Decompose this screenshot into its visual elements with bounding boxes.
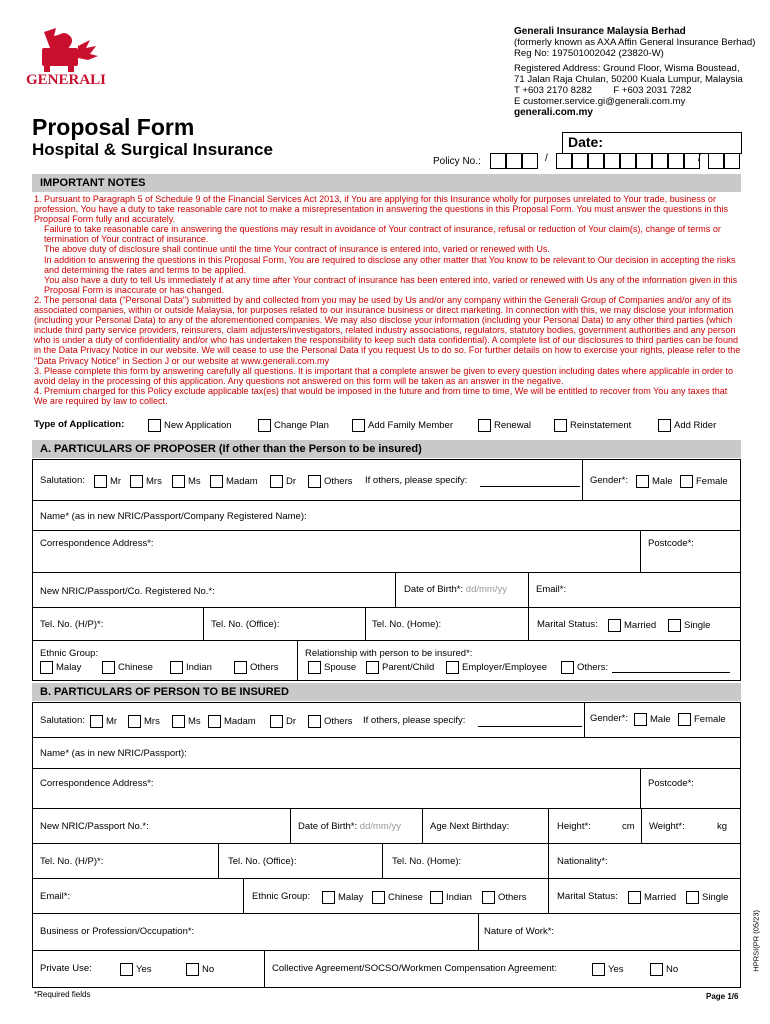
row-divider	[32, 878, 741, 879]
b-sal-madam[interactable]	[208, 715, 256, 728]
checkbox[interactable]	[148, 419, 161, 432]
company-name: Generali Insurance Malaysia Berhad	[514, 26, 686, 37]
a-rel-others-field[interactable]	[612, 672, 730, 673]
checkbox[interactable]	[686, 891, 699, 904]
option-label: Yes	[608, 964, 624, 976]
a-tel-hp-label: Tel. No. (H/P)*:	[40, 619, 104, 630]
col-divider	[478, 913, 479, 950]
section-b-form	[32, 702, 741, 988]
row-divider	[32, 737, 741, 738]
policy-slash: /	[698, 153, 701, 164]
b-tel-office-label: Tel. No. (Office):	[228, 856, 297, 867]
option-label: Employer/Employee	[462, 662, 548, 674]
checkbox[interactable]	[561, 661, 574, 674]
col-divider	[548, 878, 549, 913]
option-label: Dr	[286, 476, 297, 488]
checkbox[interactable]	[446, 661, 459, 674]
section-b-heading	[32, 683, 741, 701]
section-a-heading	[32, 440, 741, 458]
col-divider	[290, 808, 291, 843]
checkbox[interactable]	[90, 715, 103, 728]
option-label: Indian	[186, 662, 212, 674]
important-notes-heading	[32, 174, 741, 192]
a-ethnic-others[interactable]	[234, 661, 279, 674]
b-private-use-label: Private Use:	[40, 963, 92, 974]
checkbox[interactable]	[668, 619, 681, 632]
b-salutation-label: Salutation:	[40, 715, 85, 726]
form-subtitle: Hospital & Surgical Insurance	[32, 140, 273, 159]
b-gender-label: Gender*:	[590, 713, 629, 724]
b-address-label: Correspondence Address*:	[40, 778, 154, 789]
b-dob-label	[298, 821, 401, 832]
option-label: Others	[250, 662, 279, 674]
option-label: Yes	[136, 964, 152, 976]
row-divider	[32, 768, 741, 769]
a-sal-others[interactable]	[308, 475, 353, 488]
website: generali.com.my	[514, 107, 593, 119]
col-divider	[203, 607, 204, 640]
option-label: Male	[652, 476, 673, 488]
row-divider	[32, 640, 741, 641]
a-ethnic-malay[interactable]	[40, 661, 81, 674]
app-option-label: Reinstatement	[570, 420, 632, 432]
row-divider	[32, 500, 741, 501]
col-divider	[218, 843, 219, 878]
col-divider	[582, 459, 583, 500]
row-divider	[32, 950, 741, 951]
option-label: No	[666, 964, 679, 976]
note-item: Failure to take reasonable care in answering the questions may result in avoidance of Your contract of insurance, refusal or reduction of Your claim(s), change of terms or termination of Your contract of insurance.	[44, 224, 721, 245]
option-label: Dr	[286, 716, 297, 728]
checkbox[interactable]	[120, 963, 133, 976]
row-divider	[32, 530, 741, 531]
app-option-label: Renewal	[494, 420, 531, 432]
option-label: Single	[684, 620, 711, 632]
option-label: Single	[702, 892, 729, 904]
option-label: Parent/Child	[382, 662, 435, 674]
checkbox[interactable]	[270, 715, 283, 728]
a-ethnic-chinese[interactable]	[102, 661, 153, 674]
a-ethnic-label: Ethnic Group:	[40, 648, 99, 659]
note-item: The above duty of disclosure shall continue until the time Your contract of insurance is entered into, varied or renewed with Us.	[44, 244, 550, 255]
option-label: Others	[324, 716, 353, 728]
a-dob-label	[404, 584, 507, 595]
a-email-label: Email*:	[536, 584, 567, 595]
a-gender-label: Gender*:	[590, 475, 629, 486]
col-divider	[264, 950, 265, 988]
checkbox[interactable]	[130, 475, 143, 488]
b-ethnic-indian[interactable]	[430, 891, 472, 904]
a-marital-married[interactable]	[608, 619, 656, 632]
b-ethnic-others[interactable]	[482, 891, 527, 904]
checkbox[interactable]	[366, 661, 379, 674]
b-email-label: Email*:	[40, 891, 71, 902]
policy-box[interactable]	[620, 153, 636, 169]
checkbox[interactable]	[234, 661, 247, 674]
important-notes-title: IMPORTANT NOTES	[40, 177, 146, 189]
checkbox[interactable]	[170, 661, 183, 674]
checkbox[interactable]	[628, 891, 641, 904]
a-gender-male[interactable]	[636, 475, 673, 488]
dob-placeholder: dd/mm/yy	[465, 584, 507, 595]
option-label: Others:	[577, 662, 609, 674]
checkbox[interactable]	[592, 963, 605, 976]
checkbox[interactable]	[172, 475, 185, 488]
row-divider	[32, 913, 741, 914]
option-label: No	[202, 964, 215, 976]
b-height-label: Height*:	[557, 821, 591, 832]
b-age-label: Age Next Birthday:	[430, 821, 510, 832]
note-item: 4. Premium charged for this Policy exclude applicable tax(es) that would be imposed in the future and from time to time, We will be entitled to recover from You any taxes that We are required by law to collect.	[34, 385, 728, 406]
b-sal-others[interactable]	[308, 715, 353, 728]
b-collective-label: Collective Agreement/SOCSO/Workmen Compensation Agreement:	[272, 963, 557, 974]
col-divider	[395, 572, 396, 607]
page-number: Page 1/6	[706, 992, 739, 1001]
required-note: *Required fields	[34, 990, 91, 999]
date-label: Date:	[568, 134, 604, 150]
col-divider	[528, 607, 529, 640]
checkbox[interactable]	[650, 963, 663, 976]
policy-box[interactable]	[506, 153, 522, 169]
col-divider	[548, 843, 549, 878]
b-nric-label: New NRIC/Passport No.*:	[40, 821, 149, 832]
b-if-others-field[interactable]	[478, 726, 582, 727]
b-marital-married[interactable]	[628, 891, 676, 904]
checkbox[interactable]	[482, 891, 495, 904]
a-gender-female[interactable]	[680, 475, 728, 488]
checkbox[interactable]	[308, 475, 321, 488]
checkbox[interactable]	[430, 891, 443, 904]
b-sal-mrs[interactable]	[128, 715, 160, 728]
checkbox[interactable]	[608, 619, 621, 632]
b-cm-unit: cm	[622, 821, 635, 832]
option-label: Others	[324, 476, 353, 488]
policy-box[interactable]	[708, 153, 724, 169]
col-divider	[528, 572, 529, 607]
b-postcode-label: Postcode*:	[648, 778, 694, 789]
col-divider	[243, 878, 244, 913]
b-name-label: Name* (as in new NRIC/Passport):	[40, 748, 187, 759]
section-b-title: B. PARTICULARS OF PERSON TO BE INSURED	[40, 686, 289, 698]
option-label: Ms	[188, 716, 201, 728]
option-label: Malay	[56, 662, 82, 674]
b-marital-single[interactable]	[686, 891, 728, 904]
b-weight-label: Weight*:	[649, 821, 685, 832]
note-item: 2. The personal data ("Personal Data") submitted by and collected from you may be used by Us and/or any company within the Generali Group of Companies and/or any of its associated companies, within or outside Malaysia, for purposes related to our insurance business or direct marketing. In connection with this, we may disclose your information (including your Personal Data) to any of the aforementioned companies. We may also disclose your information (including your Personal Data) to any other third parties (which include third party service providers, reinsurers, claim adjusters/investigators, related industry associations, regulators, statutory bodies, government authorities and any person who is under a duty of confidentiality and/or who has undertaken the responsibility to keep such data confidential). A complete list of our disclosures to third parties can be found in the Data Privacy Notice in our website. We will cease to use the Personal Data if you request Us to do so. For further details on how to exercise your rights, please refer to the "Data Privacy Notice" in Section J or our website at www.generali.com.my	[34, 294, 741, 366]
b-private-no[interactable]	[186, 963, 214, 976]
policy-box[interactable]	[588, 153, 604, 169]
option-label: Malay	[338, 892, 364, 904]
dob-text: Date of Birth*:	[298, 821, 358, 832]
a-name-label: Name* (as in new NRIC/Passport/Company Registered Name):	[40, 511, 307, 522]
b-gender-male[interactable]	[634, 713, 671, 726]
row-divider	[32, 843, 741, 844]
a-tel-home-label: Tel. No. (Home):	[372, 619, 442, 630]
option-label: Married	[644, 892, 677, 904]
a-if-others-label: If others, please specify:	[365, 475, 468, 486]
checkbox[interactable]	[186, 963, 199, 976]
checkbox[interactable]	[102, 661, 115, 674]
email-contact: E customer.service.gi@generali.com.my	[514, 96, 686, 108]
b-nature-label: Nature of Work*:	[484, 926, 555, 937]
col-divider	[382, 843, 383, 878]
a-rel-others[interactable]	[561, 661, 608, 674]
policy-box[interactable]	[724, 153, 740, 169]
row-divider	[32, 607, 741, 608]
a-rel-spouse[interactable]	[308, 661, 356, 674]
a-marital-label: Marital Status:	[537, 619, 598, 630]
checkbox[interactable]	[270, 475, 283, 488]
checkbox[interactable]	[94, 475, 107, 488]
checkbox[interactable]	[352, 419, 365, 432]
policy-box[interactable]	[604, 153, 620, 169]
checkbox[interactable]	[372, 891, 385, 904]
a-nric-label: New NRIC/Passport/Co. Registered No.*:	[40, 586, 215, 597]
policy-box[interactable]	[522, 153, 538, 169]
checkbox[interactable]	[308, 661, 321, 674]
option-label: Madam	[224, 716, 256, 728]
option-label: Chinese	[388, 892, 423, 904]
a-salutation-label: Salutation:	[40, 475, 85, 486]
b-kg-unit: kg	[717, 821, 728, 832]
application-type-label: Type of Application:	[34, 419, 125, 430]
col-divider	[640, 530, 641, 572]
option-label: Female	[694, 714, 726, 726]
b-collective-yes[interactable]	[592, 963, 624, 976]
reg-no: Reg No: 197501002042 (23820-W)	[514, 48, 664, 60]
b-tel-home-label: Tel. No. (Home):	[392, 856, 462, 867]
a-tel-office-label: Tel. No. (Office):	[211, 619, 280, 630]
app-renewal[interactable]	[478, 419, 531, 432]
b-sal-dr[interactable]	[270, 715, 296, 728]
a-sal-dr[interactable]	[270, 475, 296, 488]
option-label: Madam	[226, 476, 258, 488]
a-if-others-field[interactable]	[480, 486, 580, 487]
checkbox[interactable]	[172, 715, 185, 728]
checkbox[interactable]	[554, 419, 567, 432]
col-divider	[641, 808, 642, 843]
a-sal-mr[interactable]	[94, 475, 121, 488]
a-sal-ms[interactable]	[172, 475, 201, 488]
option-label: Female	[696, 476, 728, 488]
checkbox[interactable]	[40, 661, 53, 674]
option-label: Mr	[110, 476, 122, 488]
checkbox[interactable]	[128, 715, 141, 728]
col-divider	[548, 808, 549, 843]
option-label: Mrs	[146, 476, 162, 488]
b-ethnic-malay[interactable]	[322, 891, 363, 904]
b-sal-ms[interactable]	[172, 715, 201, 728]
b-gender-female[interactable]	[678, 713, 726, 726]
a-rel-parent-child[interactable]	[366, 661, 434, 674]
app-option-label: Add Rider	[674, 420, 717, 432]
b-marital-label: Marital Status:	[557, 891, 618, 902]
b-collective-no[interactable]	[650, 963, 678, 976]
b-sal-mr[interactable]	[90, 715, 117, 728]
b-if-others-label: If others, please specify:	[363, 715, 466, 726]
col-divider	[640, 768, 641, 808]
col-divider	[422, 808, 423, 843]
phone: T +603 2170 8282	[514, 85, 592, 97]
b-business-label: Business or Profession/Occupation*:	[40, 926, 195, 937]
row-divider	[32, 808, 741, 809]
app-option-label: Add Family Member	[368, 420, 453, 432]
policy-box[interactable]	[572, 153, 588, 169]
b-nationality-label: Nationality*:	[557, 856, 608, 867]
a-sal-madam[interactable]	[210, 475, 258, 488]
checkbox[interactable]	[634, 713, 647, 726]
policy-slash: /	[545, 153, 548, 164]
b-ethnic-label: Ethnic Group:	[252, 891, 311, 902]
generali-logo	[24, 26, 114, 90]
app-option-label: Change Plan	[274, 420, 329, 432]
dob-placeholder: dd/mm/yy	[359, 821, 401, 832]
app-new[interactable]	[148, 419, 232, 432]
checkbox[interactable]	[208, 715, 221, 728]
note-item: 3. Please complete this form by answering carefully all questions. It is important that a complete answer be given to every question including dates where applicable in order to avoid delay in the processing of this application. Any questions not answered on this form will be taken as an answer in the negative.	[34, 365, 733, 386]
section-a-title: A. PARTICULARS OF PROPOSER (If other than the Person to be insured)	[40, 443, 422, 455]
policy-box[interactable]	[490, 153, 506, 169]
important-notes	[34, 194, 742, 406]
a-address-label: Correspondence Address*:	[40, 538, 154, 549]
option-label: Mrs	[144, 716, 160, 728]
option-label: Chinese	[118, 662, 153, 674]
note-item: In addition to answering the questions in this Proposal Form, You are required to disclose any other matter that You know to be relevant to Our decision in accepting the risks and determining the rates and terms to be applied.	[44, 254, 736, 275]
app-option-label: New Application	[164, 420, 232, 432]
formerly-known: (formerly known as AXA Affin General Insurance Berhad)	[514, 37, 756, 49]
option-label: Mr	[106, 716, 118, 728]
b-private-yes[interactable]	[120, 963, 152, 976]
app-reinstatement[interactable]	[554, 419, 631, 432]
checkbox[interactable]	[478, 419, 491, 432]
a-rel-employer[interactable]	[446, 661, 547, 674]
col-divider	[584, 702, 585, 737]
col-divider	[365, 607, 366, 640]
form-title: Proposal Form	[32, 114, 195, 140]
policy-box[interactable]	[652, 153, 668, 169]
option-label: Male	[650, 714, 671, 726]
app-change-plan[interactable]	[258, 419, 329, 432]
b-tel-hp-label: Tel. No. (H/P)*:	[40, 856, 104, 867]
checkbox[interactable]	[636, 475, 649, 488]
row-divider	[32, 572, 741, 573]
checkbox[interactable]	[258, 419, 271, 432]
option-label: Indian	[446, 892, 472, 904]
policy-box[interactable]	[668, 153, 684, 169]
app-add-rider[interactable]	[658, 419, 716, 432]
policy-box[interactable]	[556, 153, 572, 169]
form-code: HPRSI(PR (05/23)	[752, 910, 761, 972]
checkbox[interactable]	[678, 713, 691, 726]
checkbox[interactable]	[680, 475, 693, 488]
app-add-family[interactable]	[352, 419, 453, 432]
checkbox[interactable]	[308, 715, 321, 728]
note-item: You also have a duty to tell Us immediately if at any time after Your contract of insurance has been entered into, varied or renewed with Us any of the information given in this Proposal Form is inaccurate or has changed.	[44, 274, 738, 295]
option-label: Ms	[188, 476, 201, 488]
a-ethnic-indian[interactable]	[170, 661, 212, 674]
policy-box[interactable]	[636, 153, 652, 169]
checkbox[interactable]	[322, 891, 335, 904]
note-item: 1. Pursuant to Paragraph 5 of Schedule 9 of the Financial Services Act 2013, if You are applying for this Insurance wholly for purposes unrelated to Your trade, business or profession, You have a duty to take reasonable care not to make a misrepresentation in answering the questions in this Proposal Form. You must answer the questions in this Proposal Form fully and accurately.	[34, 194, 728, 225]
col-divider	[297, 640, 298, 681]
b-ethnic-chinese[interactable]	[372, 891, 423, 904]
a-relationship-label: Relationship with person to be insured*:	[305, 648, 473, 659]
company-info	[514, 26, 759, 119]
fax: F +603 2031 7282	[613, 85, 692, 97]
address-line-1: Registered Address: Ground Floor, Wisma Boustead,	[514, 62, 740, 74]
option-label: Others	[498, 892, 527, 904]
address-line-2: 71 Jalan Raja Chulan, 50200 Kuala Lumpur, Malaysia	[514, 73, 743, 85]
policy-label: Policy No.:	[433, 156, 481, 167]
checkbox[interactable]	[658, 419, 671, 432]
option-label: Married	[624, 620, 657, 632]
a-postcode-label: Postcode*:	[648, 538, 694, 549]
dob-text: Date of Birth*:	[404, 584, 464, 595]
a-marital-single[interactable]	[668, 619, 710, 632]
a-sal-mrs[interactable]	[130, 475, 162, 488]
option-label: Spouse	[324, 662, 357, 674]
brand-text: GENERALI	[26, 72, 107, 88]
checkbox[interactable]	[210, 475, 223, 488]
